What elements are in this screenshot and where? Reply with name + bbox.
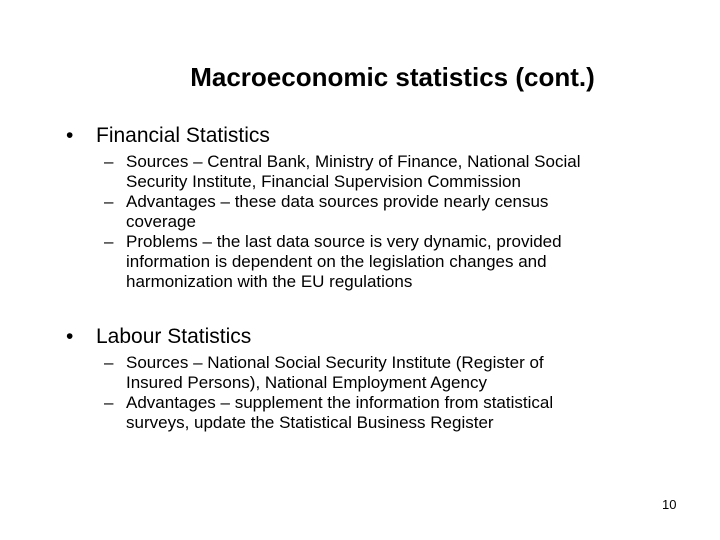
sub-item-text: Sources – National Social Security Institute (Register of Insured Persons), National Employment Agency xyxy=(126,353,544,392)
dash-marker: – xyxy=(104,393,114,412)
sub-item xyxy=(0,152,720,192)
section-labour-statistics xyxy=(0,323,720,433)
bullet-label: Labour Statistics xyxy=(96,325,252,348)
sub-list xyxy=(0,152,720,292)
bullet-label: Financial Statistics xyxy=(96,124,270,147)
sub-list xyxy=(0,353,720,433)
bullet-marker: • xyxy=(66,124,74,147)
sub-item-text: Advantages – these data sources provide nearly census coverage xyxy=(126,192,549,231)
dash-marker: – xyxy=(104,192,114,211)
page-number: 10 xyxy=(662,497,677,512)
sub-item-text: Sources – Central Bank, Ministry of Finance, National Social Security Institute, Financial Supervision Commission xyxy=(126,152,581,191)
sub-item xyxy=(0,192,720,232)
section-financial-statistics xyxy=(0,122,720,292)
sub-item-text: Advantages – supplement the information from statistical surveys, update the Statistical Business Register xyxy=(126,393,554,432)
sub-item xyxy=(0,232,720,292)
bullet-item xyxy=(0,323,720,353)
dash-marker: – xyxy=(104,152,114,171)
dash-marker: – xyxy=(104,232,114,251)
sub-item xyxy=(0,353,720,393)
slide-title: Macroeconomic statistics (cont.) xyxy=(190,62,595,92)
sub-item-text: Problems – the last data source is very dynamic, provided information is dependent on the legislation changes and harmonization with the EU regulations xyxy=(126,232,562,291)
bullet-marker: • xyxy=(66,325,74,348)
bullet-item xyxy=(0,122,720,152)
sub-item xyxy=(0,393,720,433)
dash-marker: – xyxy=(104,353,114,372)
